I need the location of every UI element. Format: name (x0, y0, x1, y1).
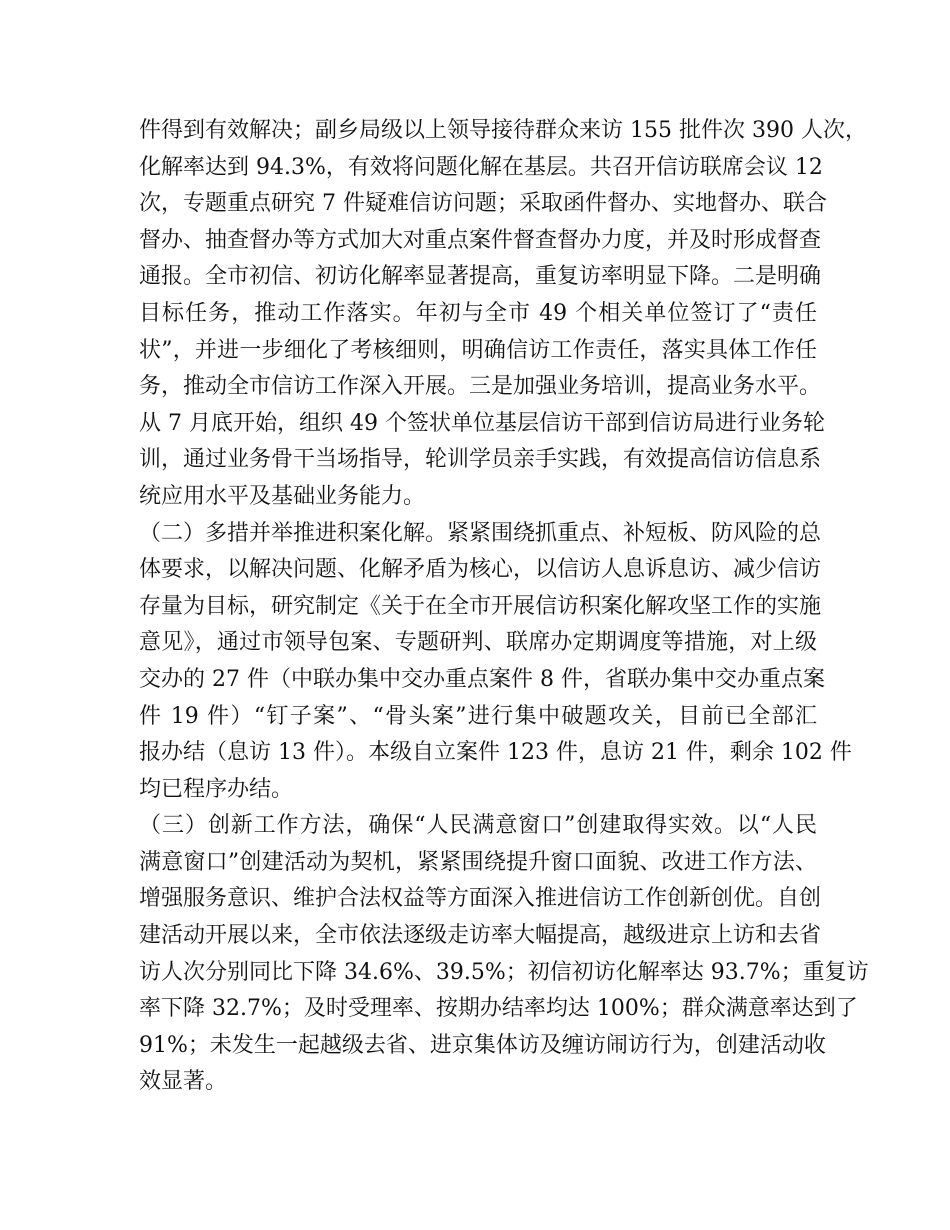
text-line: 目标任务，推动工作落实。年初与全市 49 个相关单位签订了“责任 (139, 300, 817, 326)
text-line: 均已程序办结。 (139, 776, 294, 802)
text-line: 通报。全市初信、初访化解率显著提高，重复访率明显下降。二是明确 (139, 264, 822, 290)
text-line: （二）多措并举推进积案化解。紧紧围绕抓重点、补短板、防风险的总 (139, 520, 822, 546)
text-line: 件 19 件）“钉子案”、“骨头案”进行集中破题攻关，目前已全部汇 (139, 703, 817, 729)
text-line: 次，专题重点研究 7 件疑难信访问题；采取函件督办、实地督办、联合 (139, 191, 827, 217)
text-line: （三）创新工作方法，确保“人民满意窗口”创建取得实效。以“人民 (139, 813, 817, 839)
text-line: 化解率达到 94.3%，有效将问题化解在基层。共召开信访联席会议 12 (139, 154, 823, 180)
text-line: 91%；未发生一起越级去省、进京集体访及缠访闹访行为，创建活动收 (139, 1032, 826, 1058)
text-line: 件得到有效解决；副乡局级以上领导接待群众来访 155 批件次 390 人次， (139, 118, 867, 143)
text-line: 交办的 27 件（中联办集中交办重点案件 8 件，省联办集中交办重点案 (139, 666, 825, 692)
text-line: 统应用水平及基础业务能力。 (139, 483, 426, 509)
text-line: 督办、抽查督办等方式加大对重点案件督查督办力度，并及时形成督查 (139, 227, 822, 253)
text-line: 务，推动全市信访工作深入开展。三是加强业务培训，提高业务水平。 (139, 374, 822, 400)
text-line: 体要求，以解决问题、化解矛盾为核心，以信访人息诉息访、减少信访 (139, 557, 822, 583)
text-line: 访人次分别同比下降 34.6%、39.5%；初信初访化解率达 93.7%；重复访 (139, 959, 869, 985)
text-line: 效显著。 (139, 1069, 228, 1095)
text-line: 率下降 32.7%；及时受理率、按期办结率均达 100%；群众满意率达到了 (139, 996, 858, 1022)
text-line: 状”，并进一步细化了考核细则，明确信访工作责任，落实具体工作任 (139, 337, 817, 363)
text-line: 存量为目标，研究制定《关于在全市开展信访积案化解攻坚工作的实施 (139, 593, 822, 619)
text-line: 增强服务意识、维护合法权益等方面深入推进信访工作创新创优。自创 (139, 886, 822, 912)
text-line: 满意窗口”创建活动为契机，紧紧围绕提升窗口面貌、改进工作方法、 (139, 849, 817, 875)
text-line: 意见》，通过市领导包案、专题研判、联席办定期调度等措施，对上级 (139, 630, 817, 656)
text-line: 报办结（息访 13 件）。本级自立案件 123 件，息访 21 件，剩余 102 件 (139, 740, 852, 766)
text-line: 建活动开展以来，全市依法逐级走访率大幅提高，越级进京上访和去省 (139, 923, 822, 949)
text-line: 从 7 月底开始，组织 49 个签状单位基层信访干部到信访局进行业务轮 (139, 410, 825, 436)
document-body (139, 113, 869, 1101)
text-line: 训，通过业务骨干当场指导，轮训学员亲手实践，有效提高信访信息系 (139, 447, 822, 473)
